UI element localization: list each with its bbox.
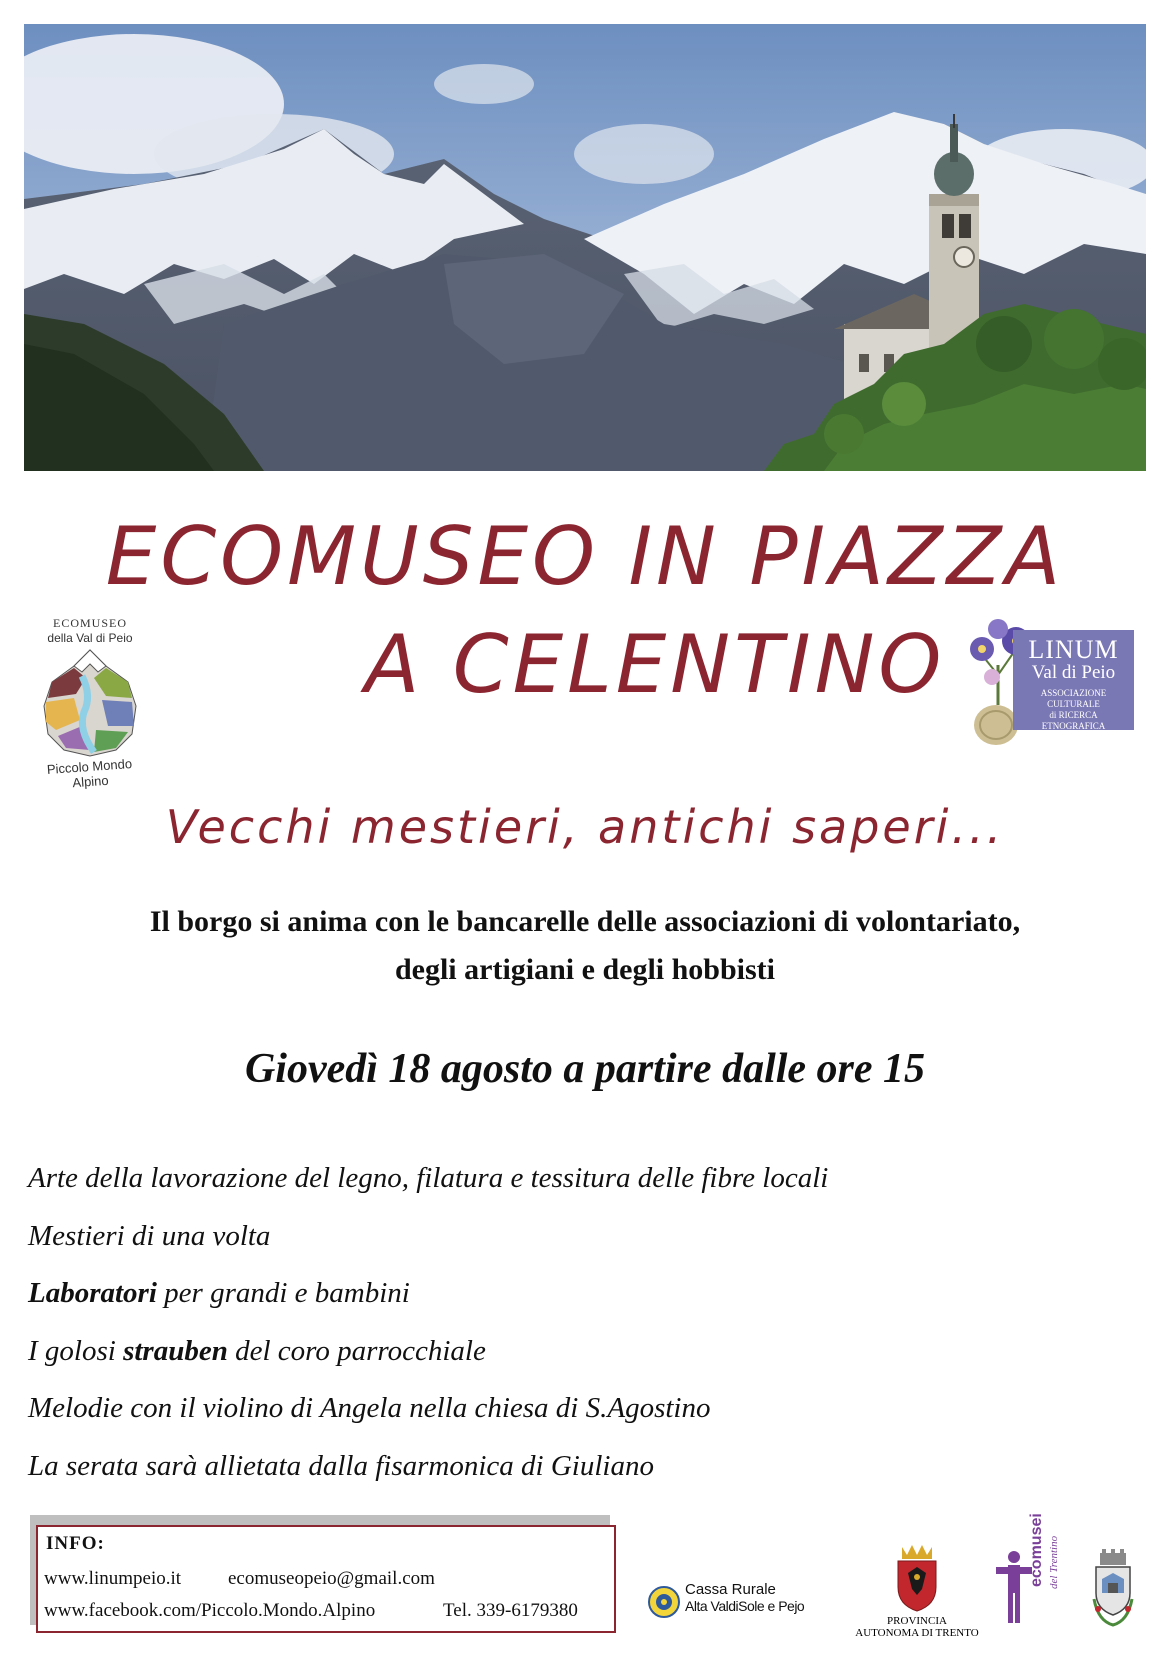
activity-bold: Laboratori [28,1277,157,1309]
activities-list [28,1158,1128,1503]
linum-association [1017,688,1130,732]
linum-association-line1: ASSOCIAZIONE CULTURALE [1040,688,1107,709]
municipal-crest-icon [1088,1549,1138,1629]
event-date: Giovedì 18 agosto a partire dalle ore 15 [244,1046,926,1092]
ecomuseo-logo-motto: Piccolo Mondo Alpino [46,756,133,791]
list-item [28,1216,1128,1274]
activity-text: La serata sarà allietata dalla fisarmonica di Giuliano [28,1449,654,1482]
linum-logo [968,615,1138,750]
activity-text: Melodie con il violino di Angela nella chiesa di S.Agostino [28,1392,711,1424]
info-box [36,1525,616,1633]
ecomuseo-logo-label: ECOMUSEO [52,616,127,630]
linum-label-box [1013,630,1134,730]
activity-text: Mestieri di una volta [28,1219,271,1252]
activity-text-after: del coro parrocchiale [227,1334,486,1367]
ecomuseo-logo-sublabel: della Val di Peio [47,631,133,645]
info-title: INFO: [46,1533,105,1554]
activity-text: per grandi e bambini [156,1277,410,1309]
phone-number: Tel. 339-6179380 [443,1600,578,1621]
figure-icon [996,1549,1032,1629]
provincia-line-2: AUTONOMA DI TRENTO [855,1627,979,1639]
intro-line-2: degli artigiani e degli hobbisti [394,953,776,986]
list-item [28,1331,1128,1389]
cassa-rurale-area: Alta ValdiSole e Pejo [685,1598,805,1614]
list-item [28,1273,1128,1331]
email-link[interactable]: ecomuseopeio@gmail.com [228,1568,435,1589]
ecomusei-sublabel: del Trentino [1048,1535,1060,1589]
facebook-link[interactable]: www.facebook.com/Piccolo.Mondo.Alpino [44,1600,376,1621]
title-line-1: ECOMUSEO IN PIAZZA [105,510,1065,603]
list-item [28,1446,1128,1504]
linum-association-line2: di RICERCA ETNOGRAFICA [1041,710,1106,731]
provincia-trento-logo [852,1543,982,1643]
ecomuseo-logo [28,616,152,791]
mountain-village-photo [24,24,1146,471]
intro-line-1: Il borgo si anima con le bancarelle delle associazioni di volontariato, [149,905,1021,938]
cassa-rurale-icon [647,1585,681,1619]
linum-title: LINUM [1028,635,1119,664]
comune-crest-logo [1088,1549,1138,1629]
website-link[interactable]: www.linumpeio.it [44,1568,182,1589]
ecomusei-trentino-logo [996,1513,1066,1639]
list-item [28,1388,1128,1446]
subtitle: Vecchi mestieri, antichi saperi... [165,800,1005,854]
activity-bold: strauben [123,1334,228,1367]
cassa-rurale-name: Cassa Rurale [685,1581,776,1598]
activity-text: Arte della lavorazione del legno, filatura e tessitura delle fibre locali [28,1162,829,1194]
activity-text: I golosi [28,1334,124,1367]
ecomusei-label: ecomusei [1028,1513,1045,1587]
mountain-map-icon [36,646,144,758]
provincia-line-1: PROVINCIA [887,1615,947,1627]
cassa-rurale-logo [647,1581,822,1621]
linum-subtitle: Val di Peio [1031,662,1116,683]
title-line-2: A CELENTINO [364,618,946,711]
intro-text [40,898,1130,994]
list-item [28,1158,1128,1216]
coat-of-arms-icon [892,1543,942,1613]
